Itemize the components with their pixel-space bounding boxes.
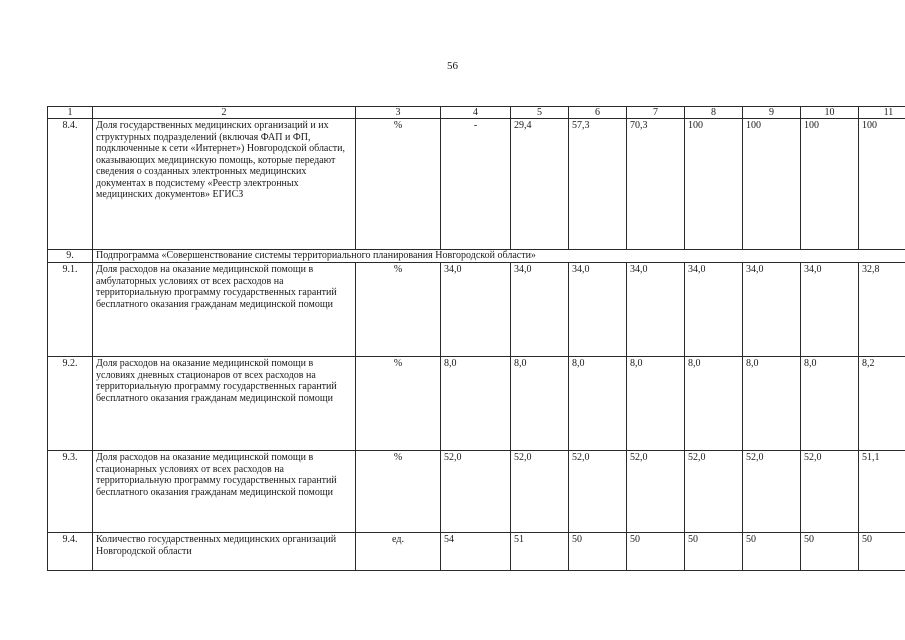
value-cell: - xyxy=(441,119,511,250)
page-number: 56 xyxy=(447,60,458,72)
table-row xyxy=(48,451,905,533)
column-header: 10 xyxy=(801,107,859,119)
value-cell: 100 xyxy=(859,119,905,250)
table-row xyxy=(48,263,905,357)
value-cell: 8,0 xyxy=(801,357,859,451)
value-cell: 50 xyxy=(743,533,801,571)
value-cell: 34,0 xyxy=(627,263,685,357)
column-header: 2 xyxy=(93,107,356,119)
column-header: 11 xyxy=(859,107,905,119)
row-number: 9.3. xyxy=(48,451,93,533)
value-cell: 52,0 xyxy=(685,451,743,533)
subprogram-title: Подпрограмма «Совершенствование системы территориального планирования Новгородской области» xyxy=(93,250,905,263)
column-header: 9 xyxy=(743,107,801,119)
value-cell: 34,0 xyxy=(743,263,801,357)
indicator-name: Доля расходов на оказание медицинской помощи в амбулаторных условиях от всех расходов на территориальную программу государственных гарантий бесплатного оказания гражданам медицинской помощи xyxy=(93,263,356,357)
value-cell: 50 xyxy=(859,533,905,571)
column-header: 8 xyxy=(685,107,743,119)
value-cell: 51,1 xyxy=(859,451,905,533)
table-row xyxy=(48,357,905,451)
value-cell: 8,0 xyxy=(685,357,743,451)
value-cell: 51 xyxy=(511,533,569,571)
value-cell: 50 xyxy=(627,533,685,571)
indicator-name: Количество государственных медицинских организаций Новгородской области xyxy=(93,533,356,571)
value-cell: 8,0 xyxy=(511,357,569,451)
value-cell: 32,8 xyxy=(859,263,905,357)
value-cell: 29,4 xyxy=(511,119,569,250)
value-cell: 57,3 xyxy=(569,119,627,250)
value-cell: 34,0 xyxy=(441,263,511,357)
column-header: 3 xyxy=(356,107,441,119)
value-cell: 54 xyxy=(441,533,511,571)
column-header: 6 xyxy=(569,107,627,119)
value-cell: 34,0 xyxy=(569,263,627,357)
value-cell: 50 xyxy=(801,533,859,571)
indicator-name: Доля расходов на оказание медицинской помощи в условиях дневных стационаров от всех расходов на территориальную программу государственных гарантий бесплатного оказания гражданам медицинской помощи xyxy=(93,357,356,451)
value-cell: 52,0 xyxy=(569,451,627,533)
value-cell: 52,0 xyxy=(511,451,569,533)
column-header: 5 xyxy=(511,107,569,119)
value-cell: 52,0 xyxy=(801,451,859,533)
subprogram-row xyxy=(48,250,905,263)
row-number: 9.2. xyxy=(48,357,93,451)
unit-cell: % xyxy=(356,119,441,250)
unit-cell: % xyxy=(356,451,441,533)
unit-cell: ед. xyxy=(356,533,441,571)
value-cell: 8,2 xyxy=(859,357,905,451)
value-cell: 8,0 xyxy=(743,357,801,451)
value-cell: 52,0 xyxy=(441,451,511,533)
value-cell: 8,0 xyxy=(569,357,627,451)
value-cell: 34,0 xyxy=(685,263,743,357)
row-number: 8.4. xyxy=(48,119,93,250)
table-row xyxy=(48,533,905,571)
value-cell: 100 xyxy=(801,119,859,250)
unit-cell: % xyxy=(356,263,441,357)
value-cell: 70,3 xyxy=(627,119,685,250)
indicator-name: Доля расходов на оказание медицинской помощи в стационарных условиях от всех расходов на территориальную программу государственных гарантий бесплатного оказания гражданам медицинской помощи xyxy=(93,451,356,533)
value-cell: 34,0 xyxy=(801,263,859,357)
value-cell: 50 xyxy=(685,533,743,571)
indicators-table xyxy=(47,106,905,571)
value-cell: 52,0 xyxy=(743,451,801,533)
unit-cell: % xyxy=(356,357,441,451)
indicator-name: Доля государственных медицинских организаций и их структурных подразделений (включая ФАП и ФП, подключенные к сети «Интернет») Новгородской области, оказывающих медицинскую помощь, которые передают сведения о созданных электронных медицинских документах в подсистему «Реестр электронных медицинских документов» ЕГИСЗ xyxy=(93,119,356,250)
column-header: 7 xyxy=(627,107,685,119)
value-cell: 100 xyxy=(685,119,743,250)
row-number: 9. xyxy=(48,250,93,263)
value-cell: 34,0 xyxy=(511,263,569,357)
column-number-row xyxy=(48,107,905,119)
row-number: 9.4. xyxy=(48,533,93,571)
value-cell: 100 xyxy=(743,119,801,250)
column-header: 1 xyxy=(48,107,93,119)
value-cell: 8,0 xyxy=(441,357,511,451)
row-number: 9.1. xyxy=(48,263,93,357)
value-cell: 50 xyxy=(569,533,627,571)
value-cell: 8,0 xyxy=(627,357,685,451)
column-header: 4 xyxy=(441,107,511,119)
value-cell: 52,0 xyxy=(627,451,685,533)
table-row xyxy=(48,119,905,250)
